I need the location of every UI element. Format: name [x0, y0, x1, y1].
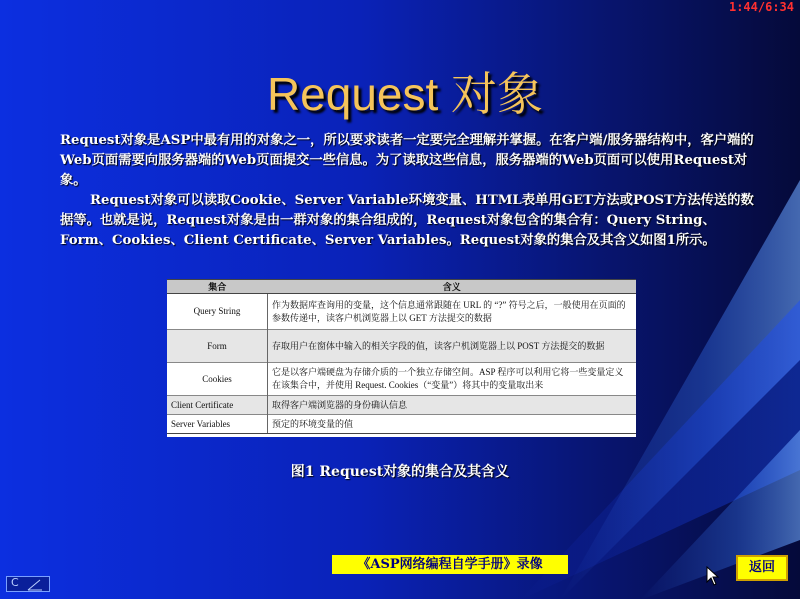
request-collections-table: [167, 279, 636, 437]
table-row: [167, 330, 636, 363]
pen-tool-icon[interactable]: C: [11, 576, 19, 589]
slide-title: Request 对象: [266, 68, 544, 120]
intro-paragraph: [60, 131, 760, 191]
table-row: [167, 294, 636, 330]
intro-paragraph-text: Request对象是ASP中最有用的对象之一，所以要求读者一定要完全理解并掌握。在客户端/服务器结构中，客户端的Web页面需要向服务器端的Web页面提交一些信息。为了读取这些信息，服务器端的Web页面可以使用Request对象。: [60, 133, 754, 188]
collection-meaning: 预定的环境变量的值: [268, 415, 637, 434]
collection-name: Cookies: [167, 363, 268, 396]
presentation-toolbar[interactable]: [6, 576, 50, 592]
collections-paragraph-text: Request对象可以读取Cookie、Server Variable环境变量、HTML表单用GET方法或POST方法传送的数据等。也就是说，Request对象是由一群对象的集合组成的，Request对象包含的集合有：Query String、Form、Cookies、Client Certificate、Server Variables。Request对象的集合及其含义如图1所示。: [60, 193, 754, 248]
playback-timer: 1:44/6:34: [728, 0, 794, 14]
collections-paragraph: [60, 191, 760, 251]
collection-name: Client Certificate: [167, 396, 268, 415]
collection-meaning: 作为数据库查询用的变量，这个信息通常跟随在 URL 的 “?” 符号之后，一般使用在页面的参数传递中，读客户机浏览器上以 GET 方法提交的数据: [268, 294, 637, 330]
collection-name: Server Variables: [167, 415, 268, 434]
table-row: [167, 363, 636, 396]
collection-meaning: 存取用户在窗体中输入的相关字段的值，读客户机浏览器上以 POST 方法提交的数据: [268, 330, 637, 363]
collection-name: Form: [167, 330, 268, 363]
header-collection: 集合: [167, 280, 268, 294]
collection-name: Query String: [167, 294, 268, 330]
figure-caption: 图1 Request对象的集合及其含义: [290, 464, 510, 480]
header-meaning: 含义: [268, 280, 637, 294]
table-row: [167, 415, 636, 434]
pen-stroke-icon[interactable]: [25, 579, 45, 591]
table-header-row: [167, 280, 636, 294]
table-row: [167, 396, 636, 415]
collection-meaning: 它是以客户端硬盘为存储介质的一个独立存储空间。ASP 程序可以利用它将一些变量定义在该集合中，并使用 Request. Cookies（“变量”）将其中的变量取出来: [268, 363, 637, 396]
book-title-label: 《ASP网络编程自学手册》录像: [332, 555, 568, 574]
collections-table: [167, 279, 636, 434]
return-button[interactable]: 返回: [736, 555, 788, 581]
collection-meaning: 取得客户端浏览器的身份确认信息: [268, 396, 637, 415]
arrow-cursor-icon: [706, 566, 720, 586]
